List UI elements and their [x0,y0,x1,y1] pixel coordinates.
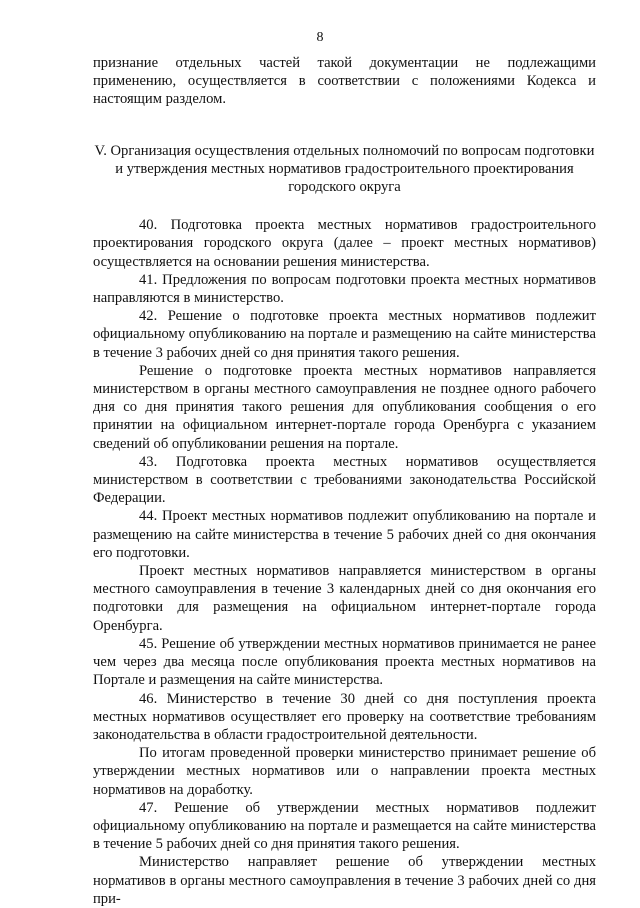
document-body [93,54,596,908]
paragraph-45: 45. Решение об утверждении местных нормативов принимается не ранее чем через два месяца после опубликования проекта местных нормативов на Портале и размещения на сайте министерства. [93,635,596,689]
paragraph-43: 43. Подготовка проекта местных нормативов осуществляется министерством в соответствии с требованиями законодательства Российской Федерации. [93,453,596,507]
paragraph-42: 42. Решение о подготовке проекта местных нормативов подлежит официальному опубликованию на портале и размещению на сайте министерства в течение 3 рабочих дней со дня принятия такого решения. [93,308,596,361]
paragraph-42-continuation: Решение о подготовке проекта местных нормативов направляется министерством в органы местного самоуправления не позднее одного рабочего дня со дня принятия такого решения для опубликования сообщения о его принятии на официальном интернет-портале города Оренбурга с указанием сведений об опубликовании решения на портале. [93,362,596,452]
paragraph-44: 44. Проект местных нормативов подлежит опубликованию на портале и размещению на сайте министерства в течение 5 рабочих дней со дня окончания его подготовки. [93,508,596,561]
paragraph-40: 40. Подготовка проекта местных нормативов градостроительного проектирования городского округа (далее – проект местных нормативов) осуществляется на основании решения министерства. [93,217,596,270]
page-number: 8 [316,30,324,45]
paragraph-46-continuation: По итогам проведенной проверки министерство принимает решение об утверждении местных нормативов или о направлении проекта местных нормативов на доработку. [93,745,596,798]
paragraph-47-continuation: Министерство направляет решение об утверждении местных нормативов в органы местного самоуправления в течение 3 рабочих дней со дня при- [93,854,596,907]
paragraph-47: 47. Решение об утверждении местных нормативов подлежит официальному опубликованию на портале и размещается на сайте министерства в течение 5 рабочих дней со дня принятия такого решения. [93,799,596,853]
paragraph-46: 46. Министерство в течение 30 дней со дня поступления проекта местных нормативов осуществляет его проверку на соответствие требованиям законодательства в области градостроительной деятельности. [93,690,596,743]
section-heading: V. Организация осуществления отдельных полномочий по вопросам подготовки и утверждения местных нормативов градостроительного проектирования городского округа [94,142,595,196]
paragraph-44-continuation: Проект местных нормативов направляется министерством в органы местного самоуправления в течение 3 календарных дней со дня окончания его подготовки для размещения на официальном интернет-портале города Оренбурга. [93,563,596,634]
paragraph-41: 41. Предложения по вопросам подготовки проекта местных нормативов направляются в министерство. [93,271,596,307]
intro-paragraph: признание отдельных частей такой документации не подлежащими применению, осуществляется в соответствии с положениями Кодекса и настоящим разделом. [93,55,596,108]
